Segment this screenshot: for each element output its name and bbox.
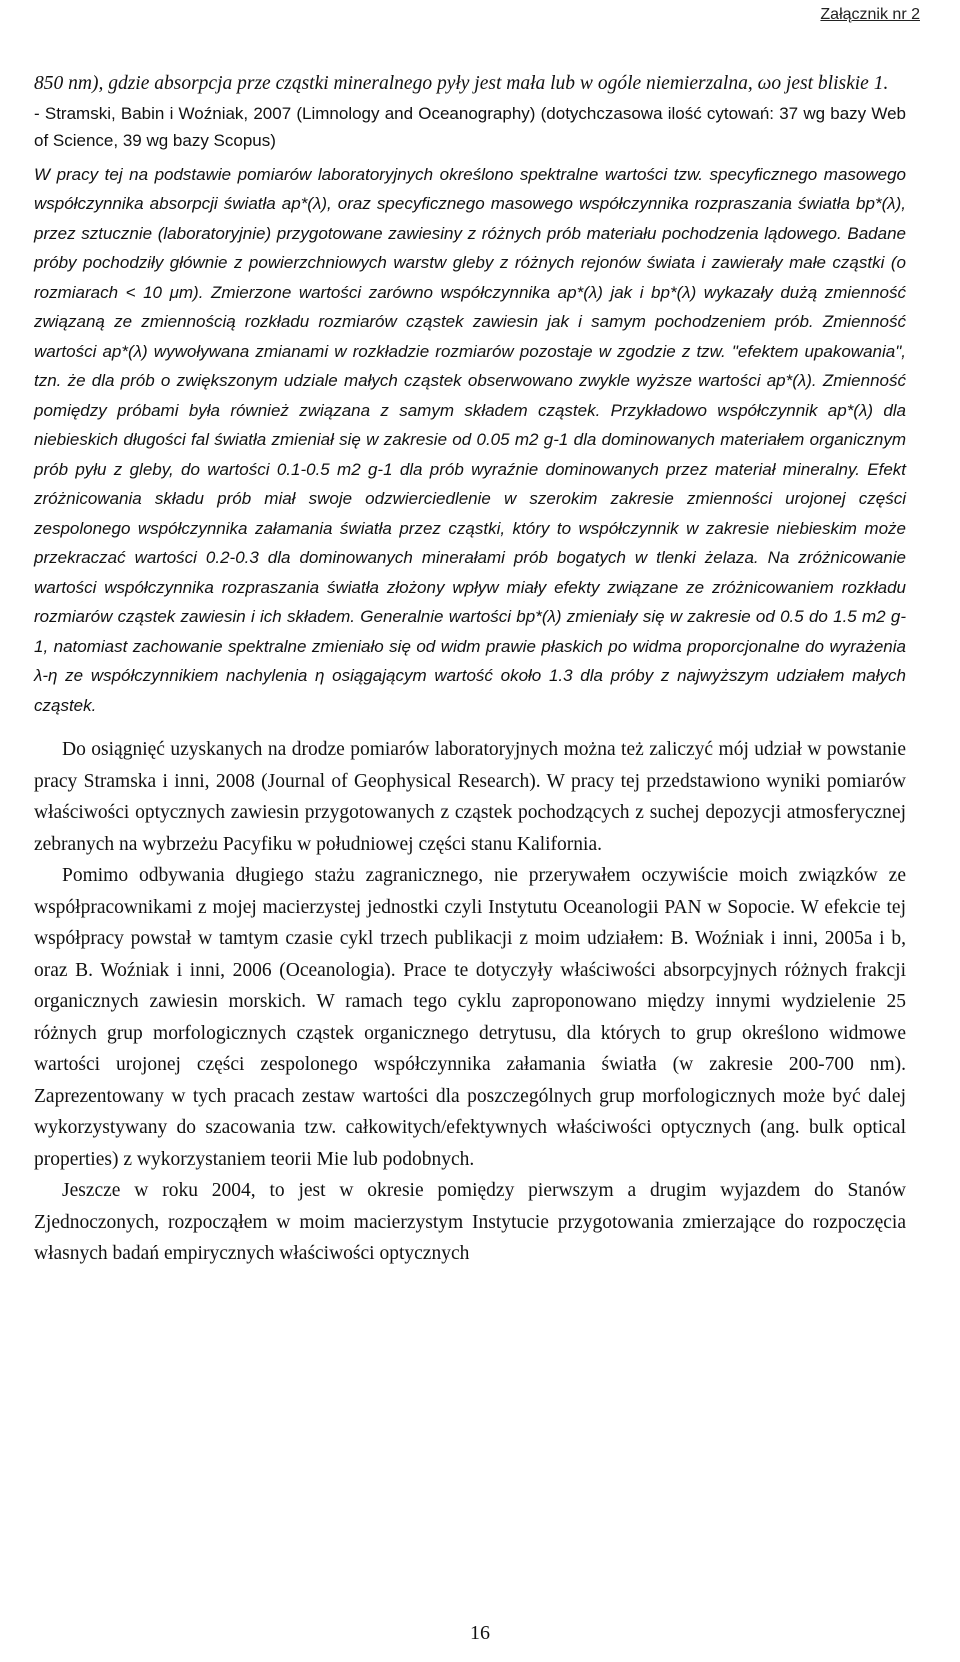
header-attachment-label: Załącznik nr 2 xyxy=(820,6,920,23)
paragraph-summary-italic: W pracy tej na podstawie pomiarów laboratoryjnych określono spektralne wartości tzw. specyficznego masowego współczynnika absorpcji światła ap*(λ), oraz specyficznego masowego współczynnika rozpraszania światła bp*(λ), przez sztucznie (laboratoryjnie) przygotowane zawiesiny z różnych prób materiału pochodzenia lądowego. Badane próby pochodziły głównie z powierzchniowych warstw gleby z różnych rejonów świata i zawierały małe cząstki (o rozmiarach < 10 μm). Zmierzone wartości zarówno współczynnika ap*(λ) jak i bp*(λ) wykazały dużą zmienność związaną ze zmiennością rozkładu rozmiarów cząstek zawiesin jak i samym pochodzeniem prób. Zmienność wartości ap*(λ) wywoływana zmianami w rozkładzie rozmiarów pozostaje w zgodzie z tzw. "efektem upakowania", tzn. że dla prób o zwiększonym udziale małych cząstek obserwowano zwykle wyższe wartości ap*(λ). Zmienność pomiędzy próbami była również związana z samym składem cząstek. Przykładowo współczynnik ap*(λ) dla niebieskich długości fal światła zmieniał się w zakresie od 0.05 m2 g-1 dla dominowanych materiałem organicznym prób pyłu z gleby, do wartości 0.1-0.5 m2 g-1 dla prób wyraźnie dominowanych przez materiał mineralny. Efekt zróżnicowania składu prób miał swoje odzwierciedlenie w szerokim zakresie zmienności urojonej części zespolonego współczynnika załamania światła przez cząstki, który to współczynnik w zakresie niebieskim może przekraczać wartości 0.2-0.3 dla dominowanych minerałami prób bogatych w tlenki żelaza. Na zróżnicowanie wartości współczynnika rozpraszania światła złożony wpływ miały efekty związane ze zróżnicowaniem rozkładu rozmiarów cząstek zawiesin i ich składem. Generalnie wartości bp*(λ) zmieniały się w zakresie od 0.5 do 1.5 m2 g-1, natomiast zachowanie spektralne zmieniało się od widm prawie płaskich po widma proporcjonalne do wyrażenia λ-η ze współczynnikiem nachylenia η osiągającym wartość około 1.3 dla próby z najwyższym udziałem małych cząstek. xyxy=(34,164,906,715)
paragraph-collaboration: Pomimo odbywania długiego stażu zagranicznego, nie przerywałem oczywiście moich związków ze współpracownikami z mojej macierzystej jednostki czyli Instytutu Oceanologii PAN w Sopocie. W efekcie tej współpracy powstał w tamtym czasie cykl trzech publikacji z moim udziałem: B. Woźniak i inni, 2005a i b, oraz B. Woźniak i inni, 2006 (Oceanologia). Prace te dotyczyły właściwości absorpcyjnych różnych frakcji organicznych zawiesin morskich. W ramach tego cyklu zaproponowano między innymi wydzielenie 25 różnych grup morfologicznych cząstek organicznego detrytusu, dla których to grup określono widmowe wartości urojonej części zespolonego współczynnika załamania światła (w zakresie 200-700 nm). Zaprezentowany w tych pracach zestaw wartości dla poszczególnych grup morfologicznych może być dalej wykorzystywany do szacowania tzw. całkowitych/efektywnych właściwości optycznych (ang. bulk optical properties) z wykorzystaniem teorii Mie lub podobnych. xyxy=(34,865,906,1170)
paragraph-citation-stramski: - Stramski, Babin i Woźniak, 2007 (Limnology and Oceanography) (dotychczasowa ilość cytowań: 37 wg bazy Web of Science, 39 wg bazy Scopus) xyxy=(34,103,906,150)
paragraph-continuation: 850 nm), gdzie absorpcja prze cząstki mineralnego pyły jest mała lub w ogóle niemierzalna, ωo jest bliskie 1. xyxy=(34,73,889,94)
document-body xyxy=(34,68,906,1270)
paragraph-2004: Jeszcze w roku 2004, to jest w okresie pomiędzy pierwszym a drugim wyjazdem do Stanów Zjednoczonych, rozpocząłem w moim macierzystym Instytucie przygotowania zmierzające do rozpoczęcia własnych badań empirycznych właściwości optycznych xyxy=(34,1180,906,1264)
page-number: 16 xyxy=(470,1622,490,1644)
paragraph-laboratory-achievements: Do osiągnięć uzyskanych na drodze pomiarów laboratoryjnych można też zaliczyć mój udział w powstanie pracy Stramska i inni, 2008 (Journal of Geophysical Research). W pracy tej przedstawiono wyniki pomiarów właściwości optycznych zawiesin przygotowanych z cząstek pochodzących z suchej depozycji atmosferycznej zebranych na wybrzeżu Pacyfiku w południowej części stanu Kalifornia. xyxy=(34,739,906,855)
